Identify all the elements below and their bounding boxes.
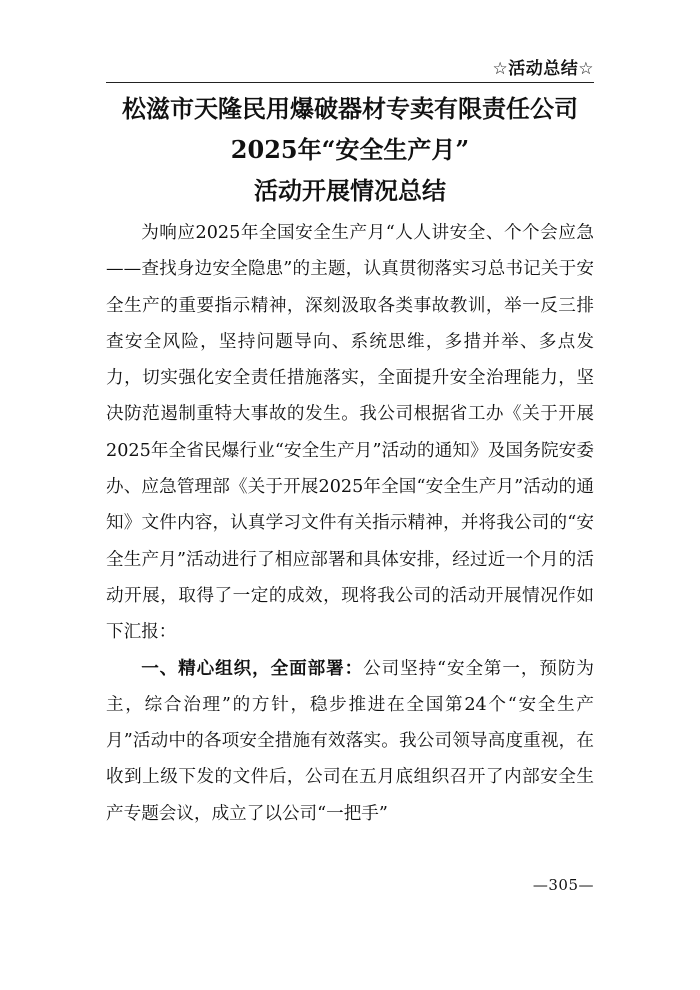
document-title (106, 88, 594, 211)
title-line-company: 松滋市天隆民用爆破器材专卖有限责任公司 (122, 94, 578, 123)
paragraph-text: 公司坚持“安全第一，预防为主，综合治理”的方针，稳步推进在全国第24个“安全生产月”活动中的各项安全措施有效落实。我公司领导高度重视，在收到上级下发的文件后，公司在五月底组织召开了内部安全生产专题会议，成立了以公司“一把手” (106, 658, 594, 824)
paragraph-section-1 (106, 651, 594, 832)
section-tag: ☆活动总结☆ (492, 59, 594, 79)
title-line-subject: 活动开展情况总结 (254, 176, 446, 205)
document-body (106, 215, 594, 832)
paragraph-lead: 一、精心组织，全面部署： (141, 657, 364, 679)
paragraph-intro (106, 215, 594, 651)
title-line-year: 2025年“安全生产月” (230, 135, 470, 164)
page-number: —305— (532, 876, 594, 894)
paragraph-text: 为响应2025年全国安全生产月“人人讲安全、个个会应急——查找身边安全隐患”的主题，认真贯彻落实习总书记关于安全生产的重要指示精神，深刻汲取各类事故教训，举一反三排查安全风险，坚持问题导向、系统思维，多措并举、多点发力，切实强化安全责任措施落实，全面提升安全治理能力，坚决防范遏制重特大事故的发生。我公司根据省工办《关于开展2025年全省民爆行业“安全生产月”活动的通知》及国务院安委办、应急管理部《关于开展2025年全国“安全生产月”活动的通知》文件内容，认真学习文件有关指示精神，并将我公司的“安全生产月”活动进行了相应部署和具体安排，经过近一个月的活动开展，取得了一定的成效，现将我公司的活动开展情况作如下汇报： (106, 223, 594, 643)
header-rule (106, 82, 594, 83)
